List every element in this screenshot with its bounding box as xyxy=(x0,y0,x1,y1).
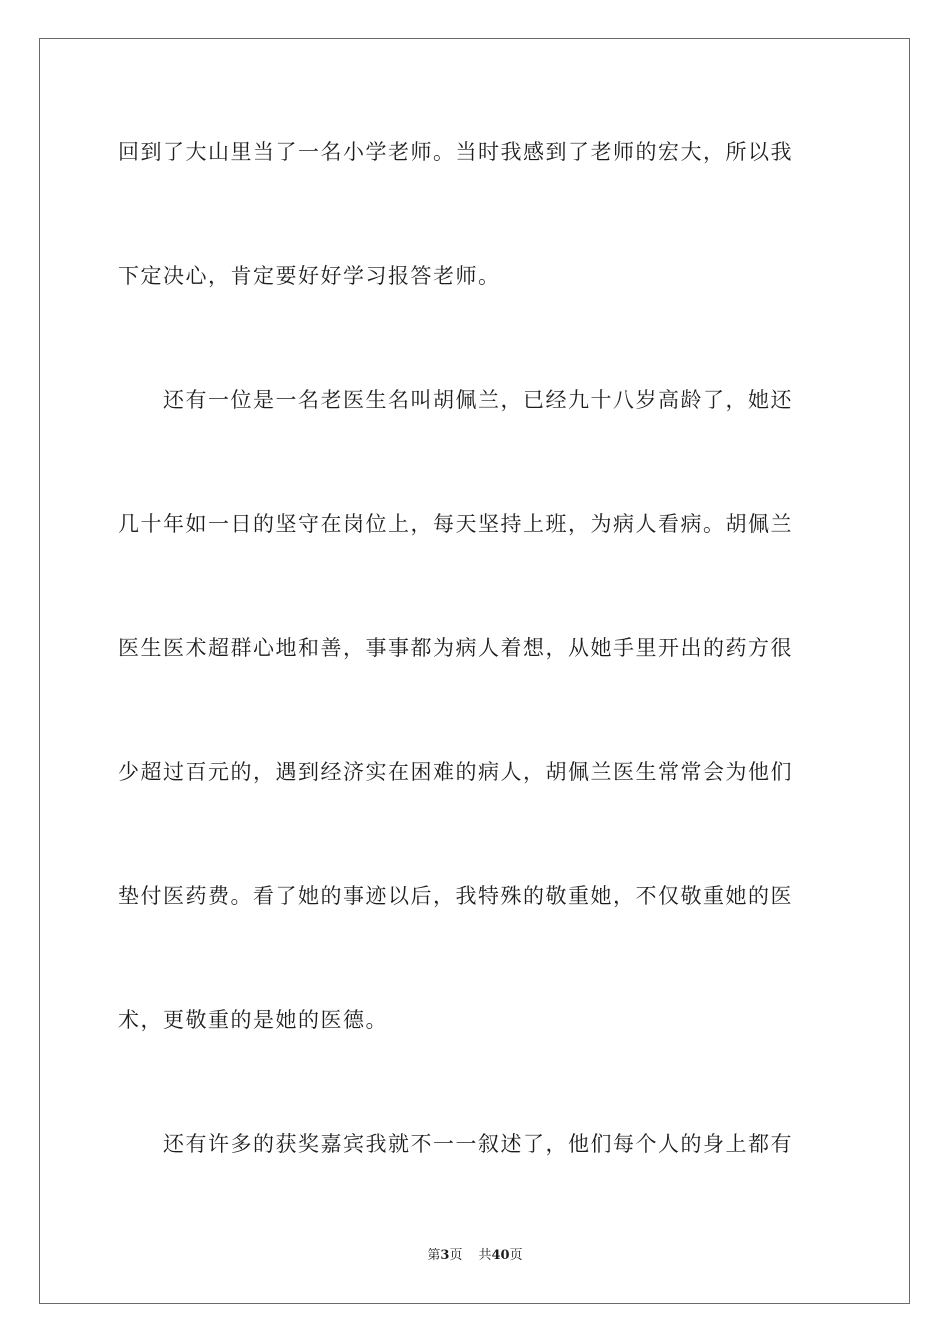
body-line-3: 还有一位是一名老医生名叫胡佩兰，已经九十八岁高龄了，她还 xyxy=(163,388,793,412)
body-line-6: 少超过百元的，遇到经济实在困难的病人，胡佩兰医生常常会为他们 xyxy=(118,760,793,784)
total-suffix: 页 xyxy=(509,1248,523,1263)
body-line-4: 几十年如一日的坚守在岗位上，每天坚持上班，为病人看病。胡佩兰 xyxy=(118,512,793,536)
page-number: 3 xyxy=(440,1248,450,1263)
body-line-8: 术，更敬重的是她的医德。 xyxy=(118,1008,388,1032)
body-line-7: 垫付医药费。看了她的事迹以后，我特殊的敬重她，不仅敬重她的医 xyxy=(118,884,793,908)
page-suffix: 页 xyxy=(449,1248,463,1263)
page-footer xyxy=(0,1247,950,1265)
body-line-2: 下定决心，肯定要好好学习报答老师。 xyxy=(118,264,501,288)
total-prefix: 共 xyxy=(478,1248,492,1263)
page-border xyxy=(39,38,910,1304)
body-line-1: 回到了大山里当了一名小学老师。当时我感到了老师的宏大，所以我 xyxy=(118,140,793,164)
body-line-5: 医生医术超群心地和善，事事都为病人着想，从她手里开出的药方很 xyxy=(118,636,793,660)
body-line-9: 还有许多的获奖嘉宾我就不一一叙述了，他们每个人的身上都有 xyxy=(163,1132,793,1156)
total-pages: 40 xyxy=(491,1248,510,1263)
page-prefix: 第 xyxy=(427,1248,441,1263)
